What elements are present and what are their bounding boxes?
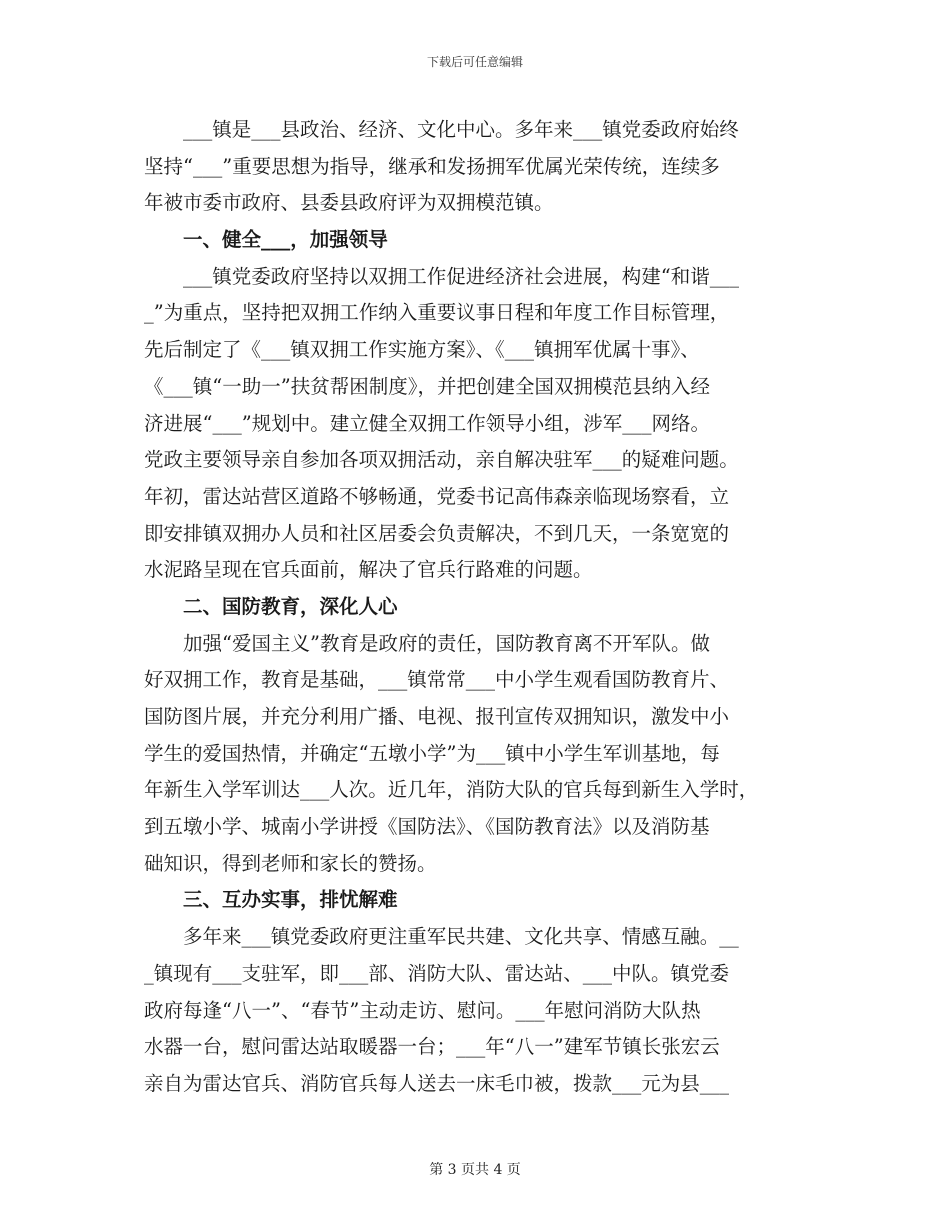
paragraph-line: 先后制定了《___镇双拥工作实施方案》、《___镇拥军优属十事》、 xyxy=(144,338,700,362)
paragraph-line: 多年来___镇党委政府更注重军民共建、文化共享、情感互融。__ xyxy=(183,925,739,949)
paragraph-line: 即安排镇双拥办人员和社区居委会负责解决，不到几天，一条宽宽的 xyxy=(144,521,730,545)
paragraph-line: 年初，雷达站营区道路不够畅通，党委书记高伟森亲临现场察看，立 xyxy=(144,484,730,508)
page-footer: 第 3 页共 4 页 xyxy=(429,1162,521,1178)
paragraph-line: 年新生入学军训达___人次。近几年，消防大队的官兵每到新生入学时， xyxy=(144,778,759,802)
paragraph-line: 济进展“___”规划中。建立健全双拥工作领导小组，涉军___网络。 xyxy=(144,411,710,435)
paragraph-line: 学生的爱国热情，并确定“五墩小学”为___镇中小学生军训基地，每 xyxy=(144,741,720,765)
paragraph-line: 水泥路呈现在官兵面前，解决了官兵行路难的问题。 xyxy=(144,558,593,582)
paragraph-line: 到五墩小学、城南小学讲授《国防法》、《国防教育法》以及消防基 xyxy=(144,815,710,839)
section-heading: 一、健全___，加强领导 xyxy=(183,228,388,252)
paragraph-line: 坚持“___”重要思想为指导，继承和发扬拥军优属光荣传统，连续多 xyxy=(144,154,720,178)
section-heading: 三、互办实事，排忧解难 xyxy=(183,888,398,912)
paragraph-line: 础知识，得到老师和家长的赞扬。 xyxy=(144,851,437,875)
paragraph-line: 水器一台，慰问雷达站取暖器一台；___年“八一”建军节镇长张宏云 xyxy=(144,1035,720,1059)
document-body xyxy=(144,112,816,1103)
paragraph-line: ___镇是___县政治、经济、文化中心。多年来___镇党委政府始终 xyxy=(183,118,739,141)
paragraph-line: 政府每逢“八一”、“春节”主动走访、慰问。___年慰问消防大队热 xyxy=(144,998,701,1022)
paragraph-line: 亲自为雷达官兵、消防官兵每人送去一床毛巾被，拨款___元为县___ xyxy=(144,1071,730,1095)
paragraph-line: 加强“爱国主义”教育是政府的责任，国防教育离不开军队。做 xyxy=(183,631,710,655)
paragraph-line: _”为重点，坚持把双拥工作纳入重要议事日程和年度工作目标管理， xyxy=(144,301,730,325)
page-header: 下载后可任意编辑 xyxy=(426,55,523,69)
paragraph-line: 国防图片展，并充分利用广播、电视、报刊宣传双拥知识，激发中小 xyxy=(144,705,730,728)
paragraph-line: 年被市委市政府、县委县政府评为双拥模范镇。 xyxy=(144,191,554,215)
paragraph-line: _镇现有___支驻军，即___部、消防大队、雷达站、___中队。镇党委 xyxy=(144,961,730,985)
paragraph-line: ___镇党委政府坚持以双拥工作促进经济社会进展，构建“和谐___ xyxy=(183,264,739,288)
paragraph-line: 党政主要领导亲自参加各项双拥活动，亲自解决驻军___的疑难问题。 xyxy=(144,448,739,472)
section-heading: 二、国防教育，深化人心 xyxy=(183,594,398,618)
paragraph-line: 好双拥工作，教育是基础，___镇常常___中小学生观看国防教育片、 xyxy=(144,668,730,692)
paragraph-line: 《___镇“一助一”扶贫帮困制度》，并把创建全国双拥模范县纳入经 xyxy=(144,374,710,398)
